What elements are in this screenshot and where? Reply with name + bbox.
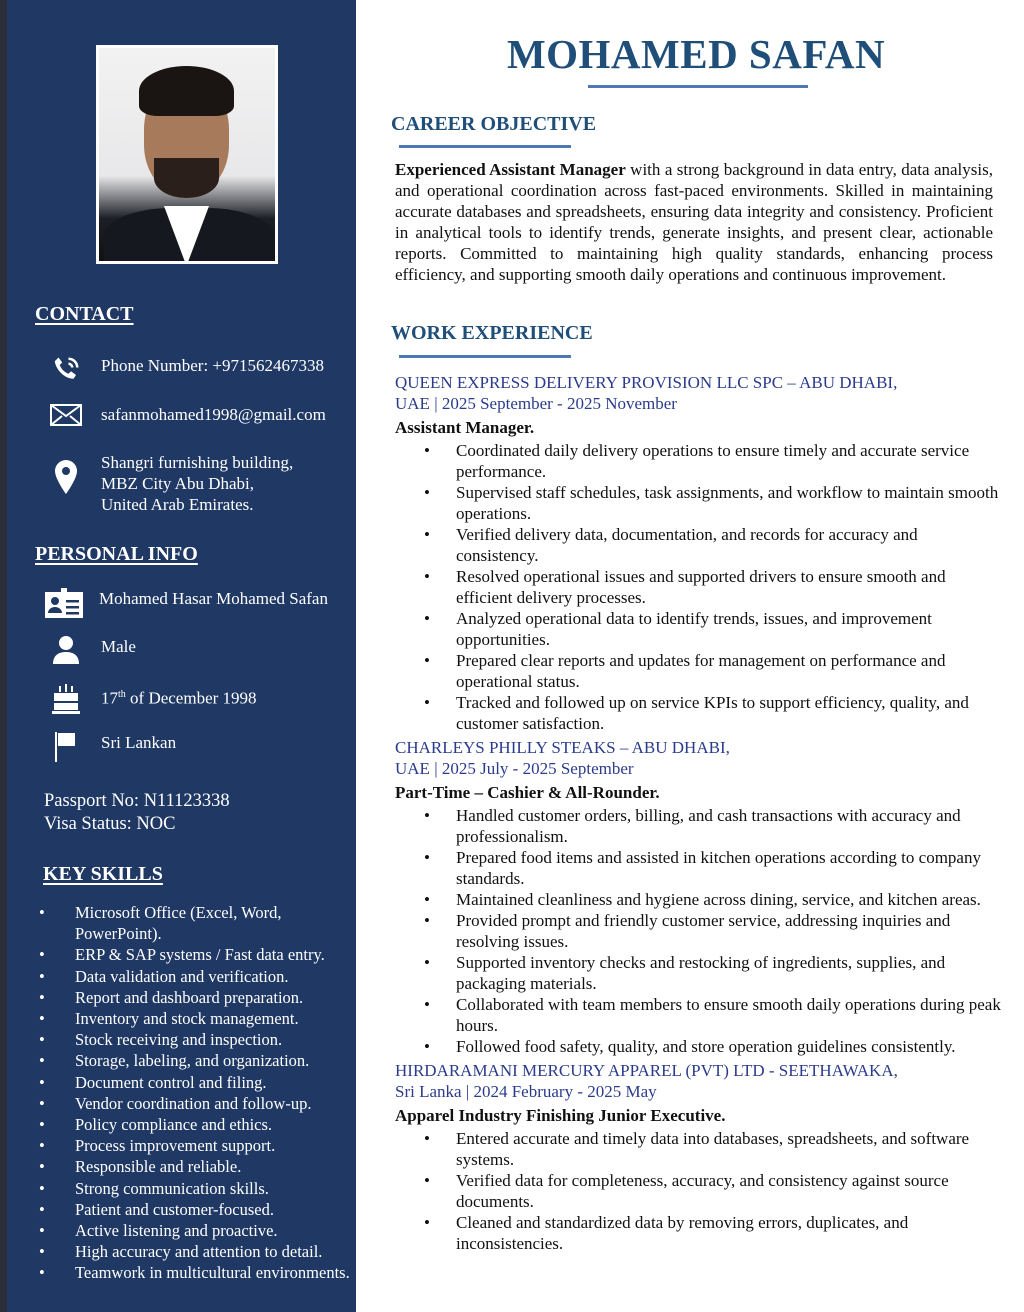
skill-item: • Inventory and stock management. [37, 1008, 362, 1029]
email-row [43, 404, 326, 430]
job-duties [395, 440, 1001, 734]
duty-item: • Prepared clear reports and updates for management on performance and operational status. [395, 650, 1001, 692]
job-entry [395, 1060, 1001, 1254]
date-of-birth: 17th of December 1998 [101, 688, 257, 708]
name-underline [588, 85, 808, 88]
job-entry [395, 372, 1001, 734]
duty-item: • Prepared food items and assisted in kitchen operations according to company standards. [395, 847, 1001, 889]
full-name: Mohamed Hasar Mohamed Safan [99, 589, 328, 608]
phone-row [43, 355, 324, 381]
duty-item: • Provided prompt and friendly customer service, addressing inquiries and resolving issues. [395, 910, 1001, 952]
job-list [395, 372, 1001, 1257]
skill-item: • Report and dashboard preparation. [37, 987, 362, 1008]
person-icon [43, 636, 89, 662]
skill-item: • Patient and customer-focused. [37, 1199, 362, 1220]
job-duties [395, 1128, 1001, 1254]
career-objective-text: Experienced Assistant Manager with a strong background in data entry, data analysis, and operational coordination across fast-paced environments. Skilled in maintaining accurate databases and spreadsheets, ensuring data integrity and consistency. Proficient in analytical tools to identify trends, generate insights, and present clear, actionable reports. Committed to maintaining high quality standards, enhancing process efficiency, and supporting smooth daily operations and continuous improvement. [395, 160, 993, 284]
dob-row [43, 684, 257, 710]
job-role: Apparel Industry Finishing Junior Executive. [395, 1106, 726, 1125]
skills-list [37, 902, 362, 1284]
job-role: Assistant Manager. [395, 418, 535, 437]
skill-item: • High accuracy and attention to detail. [37, 1241, 362, 1262]
duty-item: • Entered accurate and timely data into databases, spreadsheets, and software systems. [395, 1128, 1001, 1170]
duty-item: • Supported inventory checks and restocking of ingredients, supplies, and packaging materials. [395, 952, 1001, 994]
candidate-name: MOHAMED SAFAN [506, 31, 886, 77]
key-skills-heading: KEY SKILLS [43, 863, 163, 885]
phone-icon [43, 355, 89, 381]
section-underline [399, 355, 571, 358]
career-objective-heading: CAREER OBJECTIVE [391, 113, 597, 135]
birthday-cake-icon [43, 684, 89, 710]
nationality: Sri Lankan [101, 733, 177, 752]
skill-item: • Stock receiving and inspection. [37, 1029, 362, 1050]
job-period: Sri Lanka | 2024 February - 2025 May [395, 1082, 657, 1101]
profile-photo [96, 45, 278, 264]
job-period: UAE | 2025 July - 2025 September [395, 759, 634, 778]
skill-item: • Document control and filing. [37, 1072, 362, 1093]
phone-number: Phone Number: +971562467338 [101, 356, 325, 375]
duty-item: • Coordinated daily delivery operations to ensure timely and accurate service performance. [395, 440, 1001, 482]
duty-item: • Tracked and followed up on service KPIs to support efficiency, quality, and customer satisfaction. [395, 692, 1001, 734]
full-name-row [41, 588, 328, 614]
location-pin-icon [43, 452, 89, 502]
skill-item: • Teamwork in multicultural environments. [37, 1262, 362, 1283]
duty-item: • Handled customer orders, billing, and cash transactions with accuracy and professionalism. [395, 805, 1001, 847]
email-address: safanmohamed1998@gmail.com [101, 405, 326, 424]
skill-item: • Active listening and proactive. [37, 1220, 362, 1241]
id-card-icon [41, 588, 87, 614]
duty-item: • Analyzed operational data to identify trends, issues, and improvement opportunities. [395, 608, 1001, 650]
skill-item: • Vendor coordination and follow-up. [37, 1093, 362, 1114]
duty-item: • Collaborated with team members to ensure smooth daily operations during peak hours. [395, 994, 1001, 1036]
job-entry [395, 737, 1001, 1057]
gender-row [43, 636, 136, 662]
job-role: Part-Time – Cashier & All-Rounder. [395, 783, 660, 802]
skill-item: • Storage, labeling, and organization. [37, 1050, 362, 1071]
job-duties [395, 805, 1001, 1057]
skill-item: • Microsoft Office (Excel, Word, PowerPoint). [37, 902, 362, 944]
duty-item: • Maintained cleanliness and hygiene across dining, service, and kitchen areas. [395, 889, 1001, 910]
passport-number: Passport No: N11123338 [44, 791, 230, 811]
skill-item: • Responsible and reliable. [37, 1156, 362, 1177]
job-period: UAE | 2025 September - 2025 November [395, 394, 677, 413]
company-name: HIRDARAMANI MERCURY APPAREL (PVT) LTD - SEETHAWAKA, [395, 1061, 898, 1080]
duty-item: • Supervised staff schedules, task assignments, and workflow to maintain smooth operations. [395, 482, 1001, 524]
address-row [43, 452, 293, 515]
envelope-icon [43, 404, 89, 430]
company-name: QUEEN EXPRESS DELIVERY PROVISION LLC SPC – ABU DHABI, [395, 373, 898, 392]
nationality-row [43, 732, 176, 758]
skill-item: • Policy compliance and ethics. [37, 1114, 362, 1135]
duty-item: • Cleaned and standardized data by removing errors, duplicates, and inconsistencies. [395, 1212, 1001, 1254]
duty-item: • Verified data for completeness, accuracy, and consistency against source documents. [395, 1170, 1001, 1212]
flag-icon [43, 732, 89, 758]
duty-item: • Verified delivery data, documentation, and records for accuracy and consistency. [395, 524, 1001, 566]
personal-info-heading: PERSONAL INFO [35, 543, 198, 565]
work-experience-heading: WORK EXPERIENCE [391, 322, 593, 344]
address: Shangri furnishing building, MBZ City Abu Dhabi, United Arab Emirates. [101, 453, 294, 514]
skill-item: • Strong communication skills. [37, 1178, 362, 1199]
section-underline [399, 145, 571, 148]
company-name: CHARLEYS PHILLY STEAKS – ABU DHABI, [395, 738, 730, 757]
skill-item: • Data validation and verification. [37, 966, 362, 987]
sidebar [0, 0, 356, 1312]
skill-item: • ERP & SAP systems / Fast data entry. [37, 944, 362, 965]
duty-item: • Followed food safety, quality, and store operation guidelines consistently. [395, 1036, 1001, 1057]
visa-status: Visa Status: NOC [44, 814, 176, 834]
contact-heading: CONTACT [35, 303, 134, 325]
gender: Male [101, 637, 136, 656]
skill-item: • Process improvement support. [37, 1135, 362, 1156]
duty-item: • Resolved operational issues and supported drivers to ensure smooth and efficient delivery processes. [395, 566, 1001, 608]
